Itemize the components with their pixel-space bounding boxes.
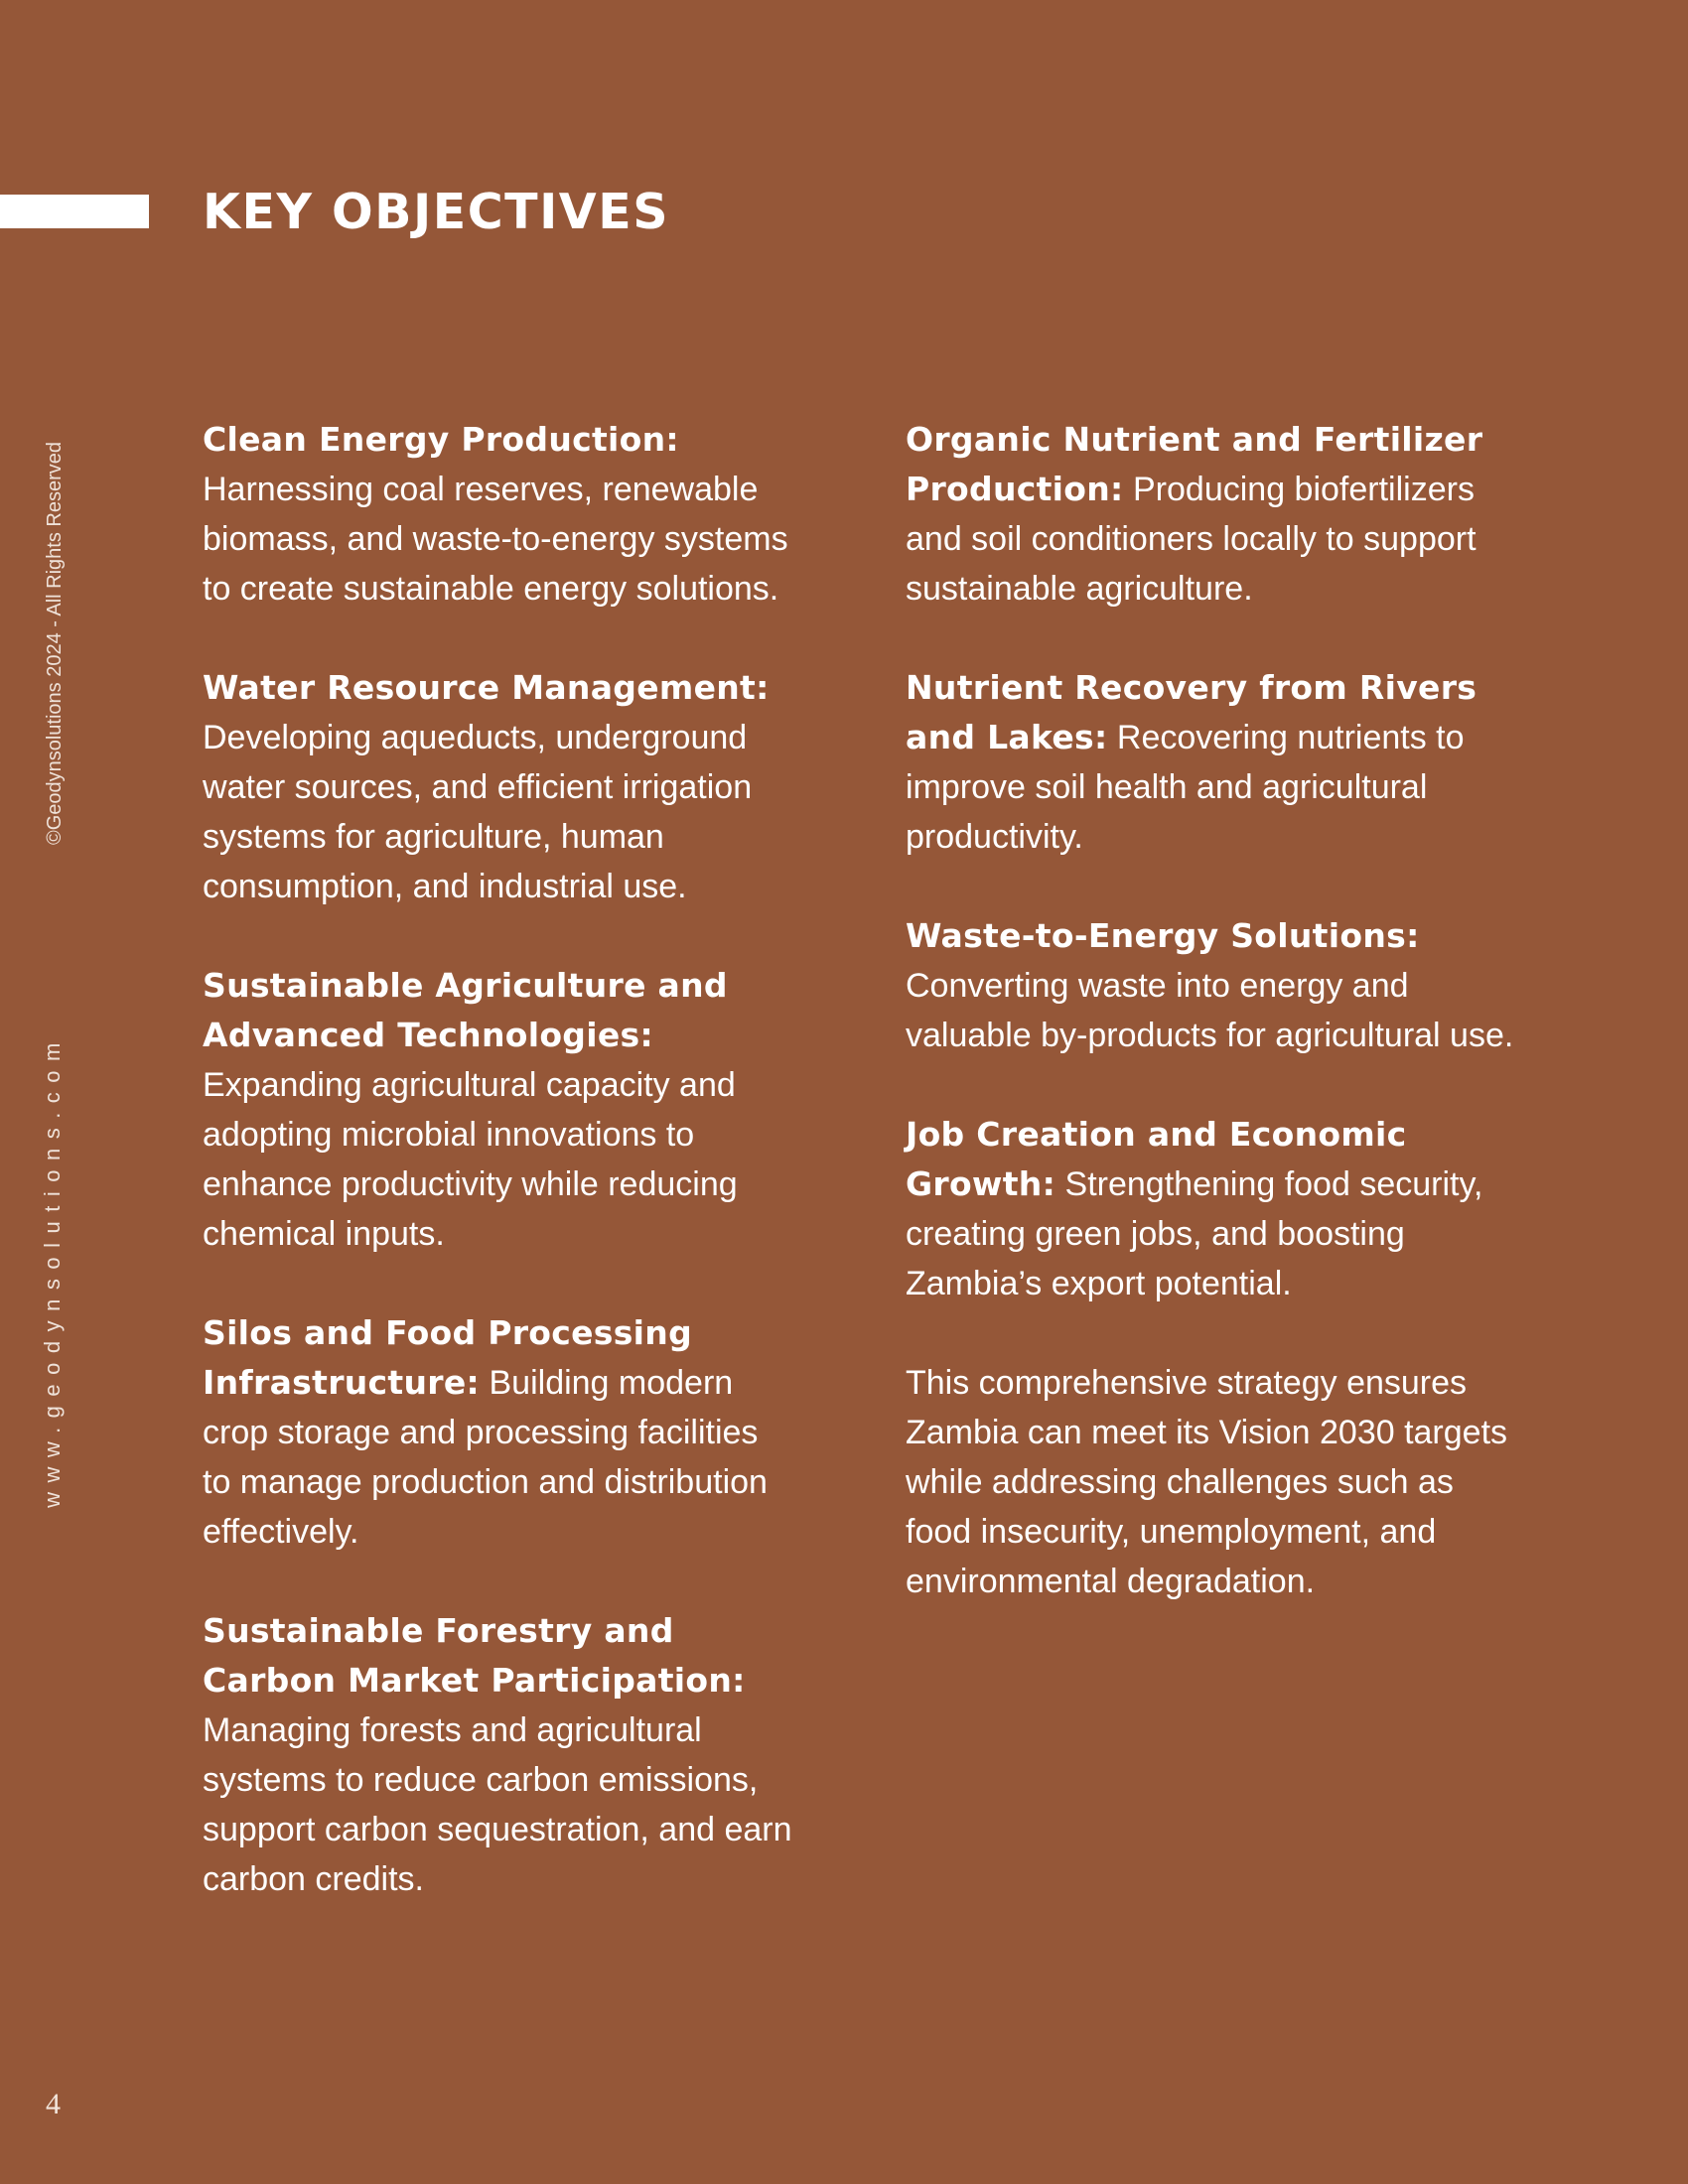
objective-description: while addressing challenges such as — [906, 1463, 1454, 1501]
objective-description: Expanding agricultural capacity and — [203, 1066, 736, 1104]
objective-heading: Clean Energy Production: — [203, 420, 679, 459]
objective-heading: Sustainable Forestry and — [203, 1611, 674, 1650]
objective-description: This comprehensive strategy ensures — [906, 1364, 1468, 1402]
objective-description: food insecurity, unemployment, and — [906, 1513, 1437, 1551]
page-number: 4 — [46, 2088, 61, 2120]
objective-description: Building modern — [480, 1364, 734, 1402]
objective-heading: Silos and Food Processing — [203, 1313, 693, 1352]
objective-description: improve soil health and agricultural — [906, 768, 1428, 806]
objective-description: Producing biofertilizers — [1123, 471, 1475, 508]
objective-heading: Job Creation and Economic — [906, 1115, 1407, 1154]
objective-heading: Growth: — [906, 1164, 1056, 1203]
objective-description: carbon credits. — [203, 1860, 424, 1898]
objective-description: Converting waste into energy and — [906, 967, 1409, 1005]
objective-description: to manage production and distribution — [203, 1463, 768, 1501]
objective-heading: and Lakes: — [906, 718, 1108, 756]
objective-item — [906, 1358, 1571, 1606]
objective-heading: Infrastructure: — [203, 1363, 481, 1402]
objective-description: consumption, and industrial use. — [203, 868, 687, 905]
objective-heading: Production: — [906, 470, 1124, 508]
website-url: www.geodynsolutions.com — [40, 1033, 65, 1508]
objective-item — [203, 961, 848, 1259]
objective-description: water sources, and efficient irrigation — [203, 768, 753, 806]
objective-description: creating green jobs, and boosting — [906, 1215, 1405, 1253]
right-column — [906, 415, 1571, 1656]
objective-item — [906, 1110, 1571, 1308]
objective-heading: Water Resource Management: — [203, 668, 770, 707]
objective-description: Managing forests and agricultural — [203, 1711, 702, 1749]
objective-description: support carbon sequestration, and earn — [203, 1811, 792, 1848]
left-column — [203, 415, 848, 1954]
objective-description: and soil conditioners locally to support — [906, 520, 1477, 558]
objective-description: biomass, and waste-to-energy systems — [203, 520, 788, 558]
objective-item — [203, 415, 848, 614]
objective-item — [203, 1606, 848, 1904]
objective-description: productivity. — [906, 818, 1083, 856]
objective-item — [906, 415, 1571, 614]
objective-description: Harnessing coal reserves, renewable — [203, 471, 759, 508]
objective-description: Zambia can meet its Vision 2030 targets — [906, 1414, 1508, 1451]
objective-description: systems for agriculture, human — [203, 818, 664, 856]
copyright-notice: ©Geodynsolutions 2024 - All Rights Reserved — [44, 441, 66, 846]
objective-description: enhance productivity while reducing — [203, 1165, 738, 1203]
objective-description: effectively. — [203, 1513, 359, 1551]
objective-heading: Nutrient Recovery from Rivers — [906, 668, 1477, 707]
objective-heading: Sustainable Agriculture and — [203, 966, 728, 1005]
objective-description: Recovering nutrients to — [1107, 719, 1465, 756]
objective-description: adopting microbial innovations to — [203, 1116, 695, 1154]
page-title: KEY OBJECTIVES — [203, 184, 669, 240]
objective-description: to create sustainable energy solutions. — [203, 570, 779, 608]
objective-item — [906, 911, 1571, 1060]
objective-heading: Organic Nutrient and Fertilizer — [906, 420, 1483, 459]
objective-heading: Carbon Market Participation: — [203, 1661, 746, 1700]
objective-description: Zambia’s export potential. — [906, 1265, 1292, 1302]
objective-heading: Advanced Technologies: — [203, 1016, 653, 1054]
objective-description: valuable by-products for agricultural use. — [906, 1017, 1514, 1054]
objective-description: systems to reduce carbon emissions, — [203, 1761, 759, 1799]
objective-description: sustainable agriculture. — [906, 570, 1253, 608]
objective-description: Strengthening food security, — [1055, 1165, 1483, 1203]
objective-description: crop storage and processing facilities — [203, 1414, 759, 1451]
objective-item — [203, 663, 848, 911]
objective-heading: Waste-to-Energy Solutions: — [906, 916, 1420, 955]
objective-description: chemical inputs. — [203, 1215, 445, 1253]
title-accent-bar — [0, 195, 149, 228]
objective-description: environmental degradation. — [906, 1563, 1316, 1600]
objective-item — [203, 1308, 848, 1557]
objective-item — [906, 663, 1571, 862]
objective-description: Developing aqueducts, underground — [203, 719, 748, 756]
